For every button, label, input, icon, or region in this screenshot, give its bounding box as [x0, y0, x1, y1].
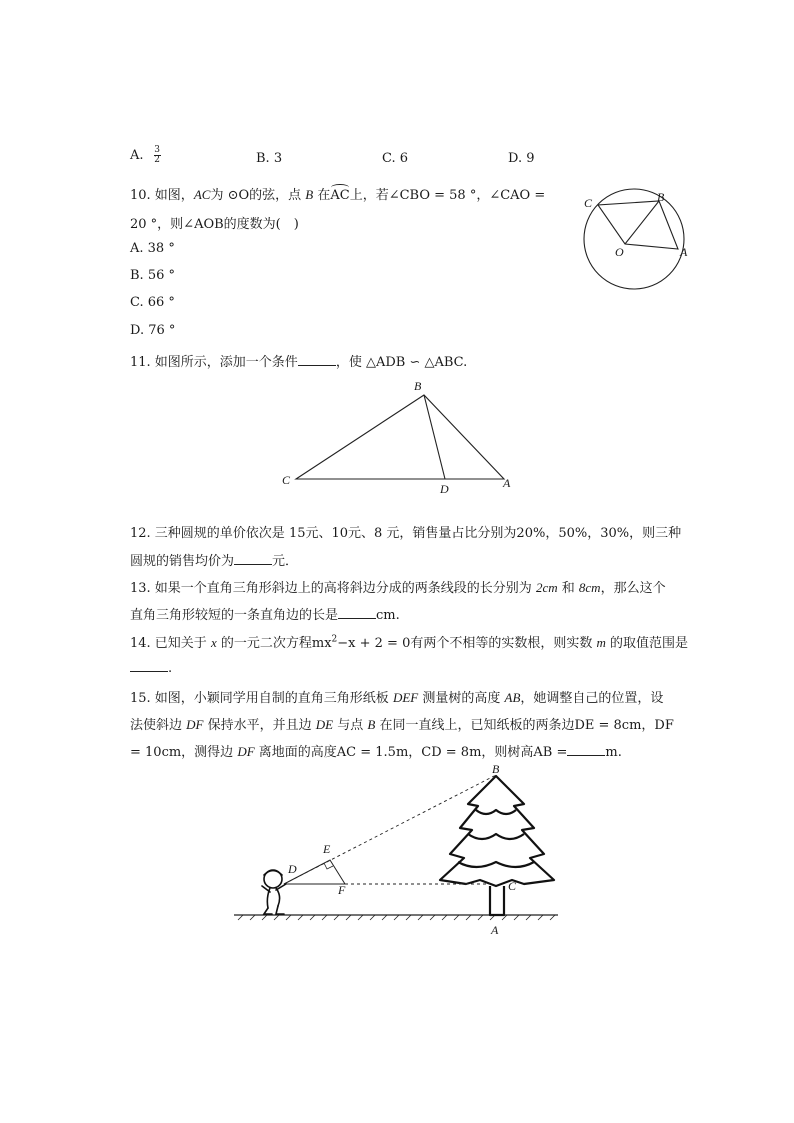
q10-option-d: D. 76 ° [130, 323, 176, 338]
q11-triangle-figure [276, 374, 526, 500]
q9-option-c: C. 6 [382, 151, 409, 166]
q15-stem-line1: 15. 如图，小颖同学用自制的直角三角形纸板 DEF 测量树的高度 AB，她调整自己的位置，设 [130, 690, 664, 706]
q9-option-d: D. 9 [508, 151, 535, 166]
q12-stem-line1: 12. 三种圆规的单价依次是 15元、10元、8 元，销售量占比分别为20%，50%，30%，则三种 [130, 526, 682, 541]
q14-stem-line1: 14. 已知关于 x 的一元二次方程$mx^2-x + 2 = 0$有两个不相等的实数根，则实数 m 的取值范围是 [130, 634, 689, 651]
q11-stem: 11. 如图所示，添加一个条件 ，使 △ADB ∽ △ABC. [130, 355, 468, 370]
label-d: D [288, 862, 297, 876]
answer-blank [338, 606, 376, 619]
q13-stem-line2: 直角三角形较短的一条直角边的长是 cm. [130, 608, 400, 623]
q9-option-b: B. 3 [256, 151, 283, 166]
answer-blank [567, 743, 605, 756]
label-c: C [584, 196, 593, 210]
label-b: B [657, 190, 665, 204]
answer-blank [234, 552, 272, 565]
q10-stem-line1: 10. 如图，AC为 ⊙O的弦，点 B 在AC上，若∠CBO = 58 °，∠CAO = [130, 187, 546, 203]
q10-stem-line2: 20 °，则∠AOB的度数为( ) [130, 217, 299, 232]
label-a: A [680, 245, 688, 259]
person [262, 870, 286, 914]
answer-blank [298, 353, 336, 366]
label-a: A [503, 476, 511, 490]
q15-tree-figure [228, 762, 568, 942]
q9-fraction: $\frac{3}{2}$ [154, 145, 161, 165]
q14-stem-line2: . [130, 659, 172, 676]
q9-option-a: A. $\frac{3}{2}$ [130, 145, 161, 165]
q10-option-b: B. 56 ° [130, 268, 175, 283]
q10-option-c: C. 66 ° [130, 295, 175, 310]
q15-stem-line3: = 10cm，测得边 DF 离地面的高度AC = 1.5m，CD = 8m，则树高AB = m. [130, 744, 622, 760]
label-f: F [338, 883, 346, 897]
tree [440, 776, 554, 915]
label-o: O [615, 245, 624, 259]
label-b: B [414, 379, 422, 393]
label-a: A [491, 923, 499, 937]
q10-circle-figure [570, 188, 700, 298]
q13-stem-line1: 13. 如果一个直角三角形斜边上的高将斜边分成的两条线段的长分别为 2cm 和 8cm，那么这个 [130, 580, 666, 596]
label-c: C [508, 879, 517, 893]
q15-stem-line2: 法使斜边 DF 保持水平，并且边 DE 与点 B 在同一直线上，已知纸板的两条边DE = 8cm，DF [130, 717, 674, 733]
q12-stem-line2: 圆规的销售均价为 元． [130, 554, 299, 569]
label-c: C [282, 473, 291, 487]
label-e: E [323, 842, 331, 856]
answer-blank [130, 659, 168, 672]
label-d: D [440, 482, 449, 496]
arc-ac: AC [330, 188, 350, 203]
label-b: B [492, 762, 500, 776]
q10-option-a: A. 38 ° [130, 241, 175, 256]
